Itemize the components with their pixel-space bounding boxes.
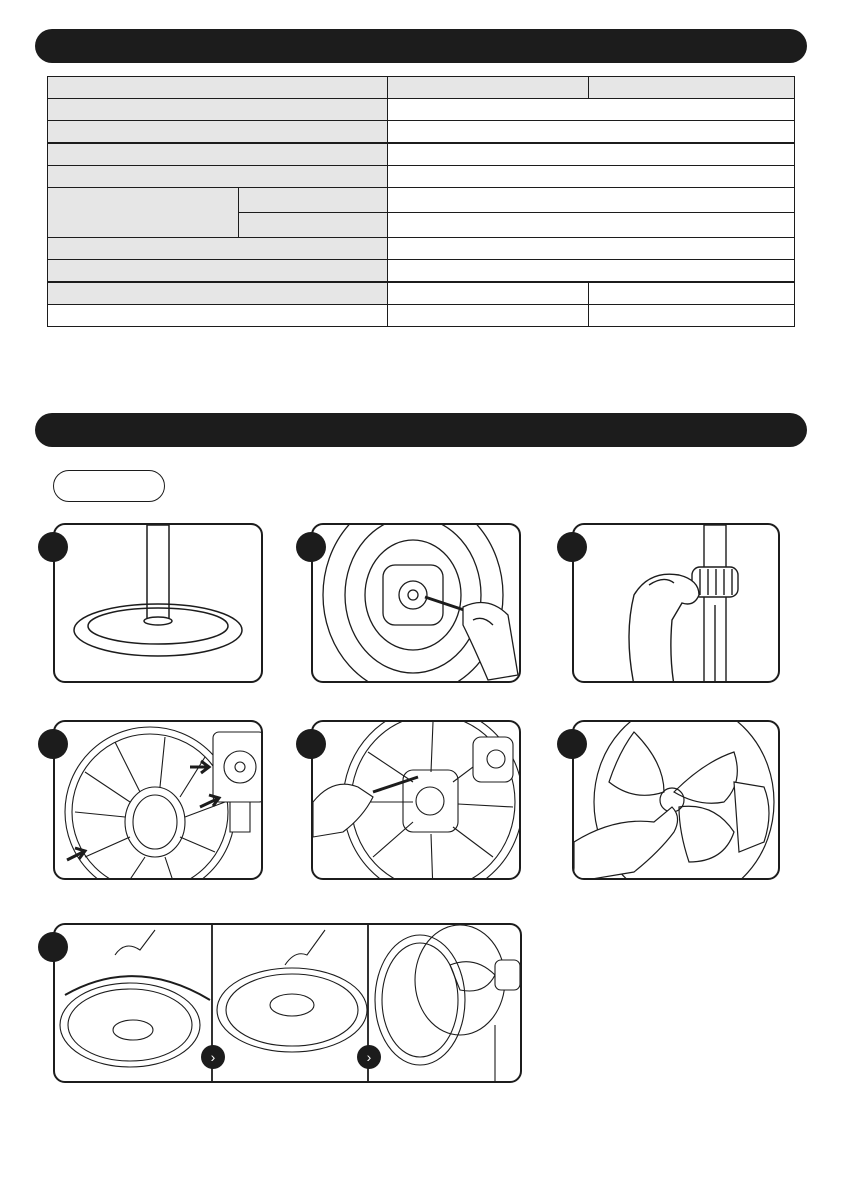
step-6-panel — [572, 720, 780, 880]
step-badge-2 — [296, 532, 326, 562]
chevron-right-icon: › — [201, 1045, 225, 1069]
table-row — [48, 188, 795, 213]
rear-grille-illustration — [55, 722, 263, 880]
table-cell — [388, 77, 589, 99]
table-cell — [48, 282, 388, 305]
table-cell — [48, 238, 388, 260]
table-row — [48, 99, 795, 121]
table-cell — [48, 121, 388, 144]
step-badge-6 — [557, 729, 587, 759]
table-cell — [388, 188, 795, 213]
step-7-panel — [53, 923, 522, 1083]
step-5-panel — [311, 720, 521, 880]
table-cell — [48, 77, 388, 99]
table-cell — [388, 238, 795, 260]
assembly-pill-label — [53, 470, 165, 502]
table-cell — [388, 143, 795, 166]
table-cell — [239, 213, 388, 238]
table-cell — [48, 99, 388, 121]
table-row — [48, 260, 795, 283]
table-row — [48, 143, 795, 166]
assembly-section-bar — [35, 413, 807, 447]
table-cell — [48, 260, 388, 283]
spec-table — [47, 76, 795, 327]
table-cell — [589, 282, 795, 305]
table-cell — [388, 121, 795, 144]
table-cell — [388, 213, 795, 238]
arrow-icon — [67, 848, 85, 860]
table-row — [48, 166, 795, 188]
table-row — [48, 121, 795, 144]
table-cell — [388, 282, 589, 305]
spec-section-bar — [35, 29, 807, 63]
table-cell — [388, 260, 795, 283]
table-cell — [388, 166, 795, 188]
table-row — [48, 305, 795, 327]
step-2-panel — [311, 523, 521, 683]
table-cell — [48, 305, 388, 327]
table-cell — [388, 99, 795, 121]
step-badge-1 — [38, 532, 68, 562]
grille-fixing-illustration — [313, 722, 521, 880]
table-cell — [589, 77, 795, 99]
motor-screw-illustration — [313, 525, 521, 683]
step-badge-7 — [38, 932, 68, 962]
base-and-pole-illustration — [55, 525, 263, 683]
table-row — [48, 282, 795, 305]
table-row — [48, 238, 795, 260]
step-1-panel — [53, 523, 263, 683]
table-cell — [48, 188, 239, 238]
step-badge-3 — [557, 532, 587, 562]
arrow-icon — [190, 761, 209, 773]
knob-tighten-illustration — [574, 525, 780, 683]
table-row — [48, 77, 795, 99]
blade-nut-illustration — [574, 722, 780, 880]
step-badge-5 — [296, 729, 326, 759]
front-grille-illustration — [55, 925, 522, 1083]
table-cell — [48, 166, 388, 188]
table-cell — [388, 305, 589, 327]
table-cell — [239, 188, 388, 213]
step-badge-4 — [38, 729, 68, 759]
table-cell — [589, 305, 795, 327]
step-3-panel — [572, 523, 780, 683]
step-4-panel — [53, 720, 263, 880]
table-cell — [48, 143, 388, 166]
chevron-right-icon: › — [357, 1045, 381, 1069]
